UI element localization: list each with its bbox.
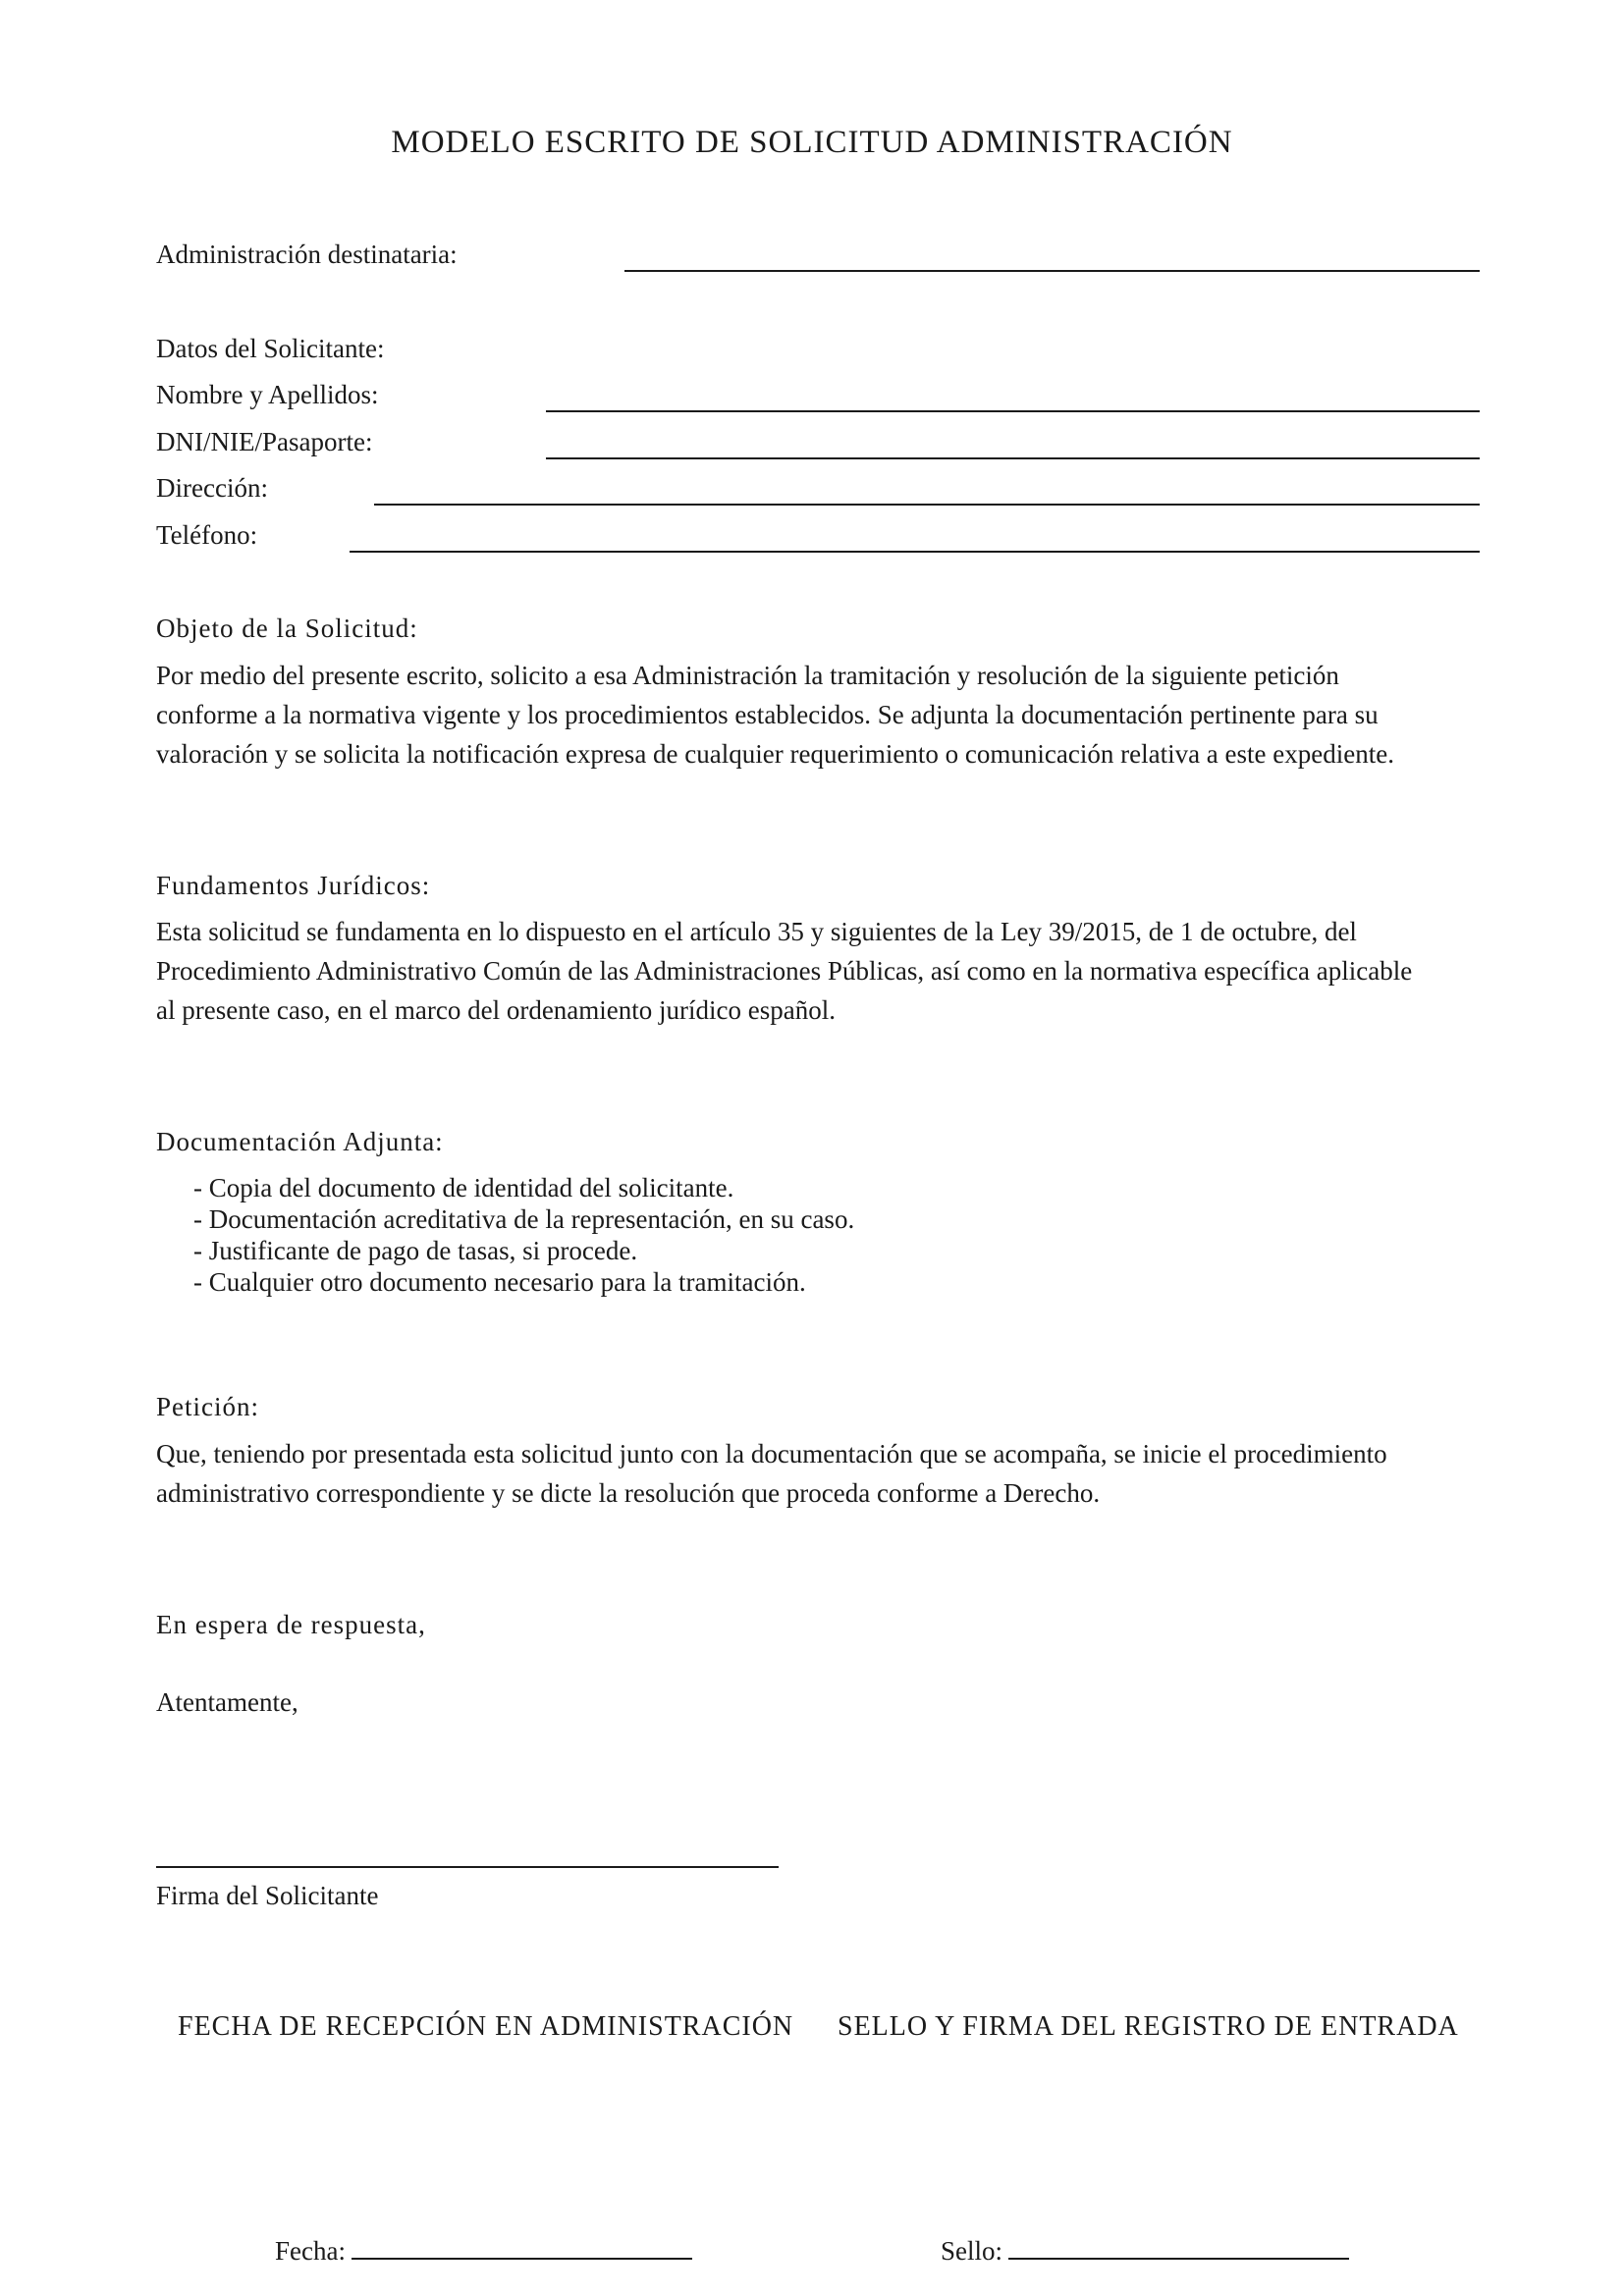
firma-field[interactable]: [156, 1866, 779, 1868]
dni-label: DNI/NIE/Pasaporte:: [156, 427, 373, 456]
list-item: - Cualquier otro documento necesario para la tramitación.: [193, 1267, 806, 1297]
sello-field[interactable]: [1008, 2232, 1349, 2260]
atentamente-text: Atentamente,: [156, 1687, 298, 1717]
objeto-line: Por medio del presente escrito, solicito a esa Administración la tramitación y resolución de la siguiente petición: [156, 661, 1339, 690]
fecha-field[interactable]: [352, 2232, 692, 2260]
fecha-label: Fecha:: [275, 2236, 346, 2266]
fecha-recepcion-heading: FECHA DE RECEPCIÓN EN ADMINISTRACIÓN: [178, 2011, 794, 2042]
list-item: - Justificante de pago de tasas, si procede.: [193, 1236, 638, 1265]
telefono-field[interactable]: [350, 551, 1480, 553]
espera-text: En espera de respuesta,: [156, 1610, 426, 1639]
fundamentos-paragraph: [156, 912, 1550, 1030]
fundamentos-line: Esta solicitud se fundamenta en lo dispuesto en el artículo 35 y siguientes de la Ley 39/2015, de 1 de octubre, del: [156, 917, 1357, 946]
peticion-line: administrativo correspondiente y se dicte la resolución que proceda conforme a Derecho.: [156, 1478, 1101, 1508]
direccion-label: Dirección:: [156, 473, 268, 503]
fecha-field-row: [275, 2232, 692, 2268]
peticion-heading: Petición:: [156, 1392, 259, 1421]
admin-destinataria-label: Administración destinataria:: [156, 240, 458, 269]
objeto-paragraph: [156, 656, 1550, 774]
datos-solicitante-label: Datos del Solicitante:: [156, 334, 385, 363]
sello-firma-heading: SELLO Y FIRMA DEL REGISTRO DE ENTRADA: [838, 2011, 1459, 2042]
nombre-field[interactable]: [546, 410, 1480, 412]
page-title: MODELO ESCRITO DE SOLICITUD ADMINISTRACIÓN: [391, 125, 1233, 160]
fundamentos-line: al presente caso, en el marco del ordenamiento jurídico español.: [156, 995, 836, 1025]
telefono-label: Teléfono:: [156, 520, 258, 550]
dni-field[interactable]: [546, 457, 1480, 459]
documentacion-heading: Documentación Adjunta:: [156, 1127, 444, 1156]
direccion-field[interactable]: [374, 504, 1480, 506]
peticion-line: Que, teniendo por presentada esta solicitud junto con la documentación que se acompaña, se inicie el procedimiento: [156, 1439, 1387, 1468]
firma-label: Firma del Solicitante: [156, 1881, 379, 1910]
sello-label: Sello:: [941, 2236, 1003, 2266]
fundamentos-heading: Fundamentos Jurídicos:: [156, 871, 431, 900]
objeto-line: valoración y se solicita la notificación expresa de cualquier requerimiento o comunicación relativa a este expediente.: [156, 739, 1394, 769]
list-item: - Documentación acreditativa de la representación, en su caso.: [193, 1204, 855, 1234]
admin-destinataria-field[interactable]: [624, 270, 1480, 272]
sello-field-row: [941, 2232, 1349, 2268]
documentacion-list: [193, 1172, 854, 1298]
fundamentos-line: Procedimiento Administrativo Común de las Administraciones Públicas, así como en la normativa específica aplicable: [156, 956, 1413, 986]
nombre-label: Nombre y Apellidos:: [156, 380, 379, 409]
peticion-paragraph: [156, 1434, 1550, 1513]
objeto-heading: Objeto de la Solicitud:: [156, 614, 418, 643]
objeto-line: conforme a la normativa vigente y los procedimientos establecidos. Se adjunta la documentación pertinente para su: [156, 700, 1379, 729]
list-item: - Copia del documento de identidad del solicitante.: [193, 1173, 734, 1202]
